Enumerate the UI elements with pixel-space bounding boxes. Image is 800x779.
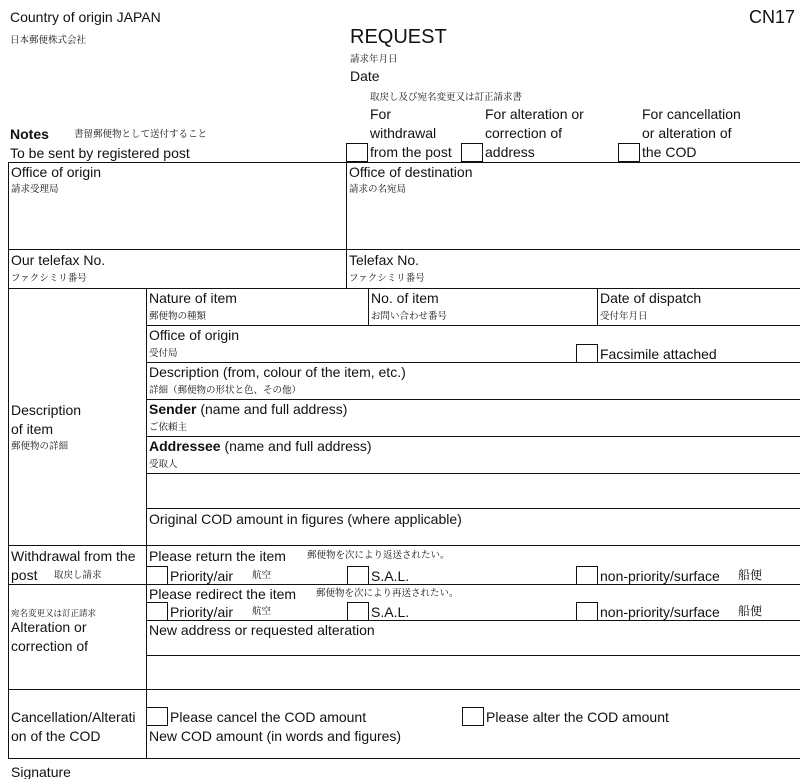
alteration-label-jp: 宛名変更又は訂正請求 bbox=[11, 609, 97, 619]
dispatch-date-jp: 受付年月日 bbox=[600, 311, 648, 322]
request-types-jp: 取戻し及び宛名変更又は訂正請求書 bbox=[370, 92, 523, 103]
cancel-cod-checkbox[interactable] bbox=[146, 707, 168, 726]
office-of-origin-label: Office of origin bbox=[11, 164, 102, 180]
alteration-priority-checkbox[interactable] bbox=[146, 602, 168, 621]
withdrawal-priority-jp: 航空 bbox=[252, 570, 272, 581]
signature-label: Signature bbox=[11, 764, 71, 779]
item-office-of-origin-jp: 受付局 bbox=[149, 348, 178, 359]
alter-cod-checkbox[interactable] bbox=[462, 707, 484, 726]
addressee-jp: 受取人 bbox=[149, 459, 178, 470]
cancellation-option-line1: For cancellation bbox=[642, 106, 741, 122]
row-divider bbox=[146, 655, 800, 656]
row-divider bbox=[8, 545, 800, 546]
office-of-destination-jp: 請求の名宛局 bbox=[349, 184, 407, 195]
our-telefax-jp: ファクシミリ番号 bbox=[11, 273, 87, 284]
withdrawal-surface-label: non-priority/surface bbox=[600, 568, 720, 584]
row-divider bbox=[8, 758, 800, 759]
left-border bbox=[8, 162, 9, 759]
addressee-label bbox=[149, 438, 372, 454]
description-label-line1: Description bbox=[11, 402, 82, 418]
telefax-jp: ファクシミリ番号 bbox=[349, 273, 425, 284]
company-name-jp: 日本郵便株式会社 bbox=[10, 35, 87, 46]
row-divider bbox=[8, 584, 800, 585]
country-of-origin: Country of origin JAPAN bbox=[10, 9, 161, 25]
row-divider bbox=[146, 508, 800, 509]
withdrawal-sal-label: S.A.L. bbox=[371, 568, 410, 584]
description-label-jp: 郵便物の詳細 bbox=[11, 441, 69, 452]
item-number-label: No. of item bbox=[371, 290, 439, 306]
original-cod-label: Original COD amount in figures (where applicable) bbox=[149, 511, 462, 527]
alteration-priority-label: Priority/air bbox=[170, 604, 234, 620]
dispatch-date-label: Date of dispatch bbox=[600, 290, 702, 306]
redirect-item-instruction: Please redirect the item bbox=[149, 586, 297, 602]
row-divider bbox=[146, 620, 800, 621]
row-divider bbox=[8, 689, 800, 690]
cancel-cod-label: Please cancel the COD amount bbox=[170, 709, 367, 725]
column-divider bbox=[346, 162, 347, 288]
alteration-surface-label: non-priority/surface bbox=[600, 604, 720, 620]
withdrawal-priority-checkbox[interactable] bbox=[146, 566, 168, 585]
row-divider bbox=[146, 436, 800, 437]
cancellation-option-line2: or alteration of bbox=[642, 125, 732, 141]
alteration-option-line2: correction of bbox=[485, 125, 563, 141]
notes-text: To be sent by registered post bbox=[10, 145, 190, 161]
nature-of-item-label: Nature of item bbox=[149, 290, 237, 306]
facsimile-checkbox[interactable] bbox=[576, 344, 598, 363]
sender-jp: ご依頼主 bbox=[149, 422, 188, 433]
office-of-origin-jp: 請求受理局 bbox=[11, 184, 59, 195]
alteration-label-line2: correction of bbox=[11, 638, 89, 654]
withdrawal-label-line1: Withdrawal from the bbox=[11, 548, 136, 564]
form-code: CN17 bbox=[749, 7, 796, 27]
alteration-checkbox[interactable] bbox=[461, 143, 483, 162]
withdrawal-label-jp: 取戻し請求 bbox=[54, 570, 102, 581]
notes-jp: 書留郵便物として送付すること bbox=[74, 129, 208, 140]
row-divider bbox=[8, 249, 800, 250]
office-of-destination-label: Office of destination bbox=[349, 164, 473, 180]
alteration-surface-checkbox[interactable] bbox=[576, 602, 598, 621]
sender-label-bold: Sender bbox=[149, 401, 197, 417]
sender-label-rest: (name and full address) bbox=[196, 401, 348, 417]
row-divider bbox=[146, 325, 800, 326]
withdrawal-surface-checkbox[interactable] bbox=[576, 566, 598, 585]
row-divider bbox=[146, 473, 800, 474]
item-office-of-origin-label: Office of origin bbox=[149, 327, 240, 343]
alter-cod-label: Please alter the COD amount bbox=[486, 709, 669, 725]
alteration-label-line1: Alteration or bbox=[11, 619, 87, 635]
cancellation-checkbox[interactable] bbox=[618, 143, 640, 162]
our-telefax-label: Our telefax No. bbox=[11, 252, 106, 268]
alteration-option-line3: address bbox=[485, 144, 535, 160]
alteration-option-line1: For alteration or bbox=[485, 106, 584, 122]
withdrawal-surface-jp: 船便 bbox=[738, 568, 763, 582]
row-divider bbox=[146, 399, 800, 400]
redirect-item-instruction-jp: 郵便物を次により再送されたい。 bbox=[316, 588, 459, 599]
row-divider bbox=[8, 288, 800, 289]
facsimile-label: Facsimile attached bbox=[600, 346, 717, 362]
alteration-surface-jp: 船便 bbox=[738, 604, 763, 618]
nature-of-item-jp: 郵便物の種類 bbox=[149, 311, 207, 322]
return-item-instruction-jp: 郵便物を次により返送されたい。 bbox=[307, 550, 450, 561]
withdrawal-priority-label: Priority/air bbox=[170, 568, 234, 584]
withdrawal-label-line2: post bbox=[11, 567, 38, 583]
date-label-jp: 請求年月日 bbox=[350, 54, 398, 65]
cod-label-line1: Cancellation/Alterati bbox=[11, 709, 136, 725]
cod-label-line2: on of the COD bbox=[11, 728, 101, 744]
row-divider bbox=[146, 362, 800, 363]
column-divider bbox=[597, 288, 598, 325]
withdrawal-sal-checkbox[interactable] bbox=[347, 566, 369, 585]
addressee-label-rest: (name and full address) bbox=[220, 438, 372, 454]
alteration-sal-label: S.A.L. bbox=[371, 604, 410, 620]
notes-label: Notes bbox=[10, 126, 49, 142]
withdrawal-option-line2: withdrawal bbox=[370, 125, 437, 141]
addressee-label-bold: Addressee bbox=[149, 438, 221, 454]
item-description-label: Description (from, colour of the item, etc.) bbox=[149, 364, 406, 380]
withdrawal-option-line1: For bbox=[370, 106, 391, 122]
date-label: Date bbox=[350, 68, 380, 84]
item-number-jp: お問い合わせ番号 bbox=[371, 311, 448, 322]
withdrawal-option-line3: from the post bbox=[370, 144, 452, 160]
cancellation-option-line3: the COD bbox=[642, 144, 697, 160]
new-cod-amount-label: New COD amount (in words and figures) bbox=[149, 728, 402, 744]
column-divider bbox=[368, 288, 369, 325]
alteration-sal-checkbox[interactable] bbox=[347, 602, 369, 621]
return-item-instruction: Please return the item bbox=[149, 548, 286, 564]
form-title: REQUEST bbox=[350, 26, 447, 48]
telefax-label: Telefax No. bbox=[349, 252, 420, 268]
new-address-label: New address or requested alteration bbox=[149, 622, 375, 638]
row-divider bbox=[8, 162, 800, 163]
sender-label bbox=[149, 401, 347, 417]
withdrawal-checkbox[interactable] bbox=[346, 143, 368, 162]
column-divider bbox=[146, 288, 147, 758]
item-description-jp: 詳細（郵便物の形状と色、その他） bbox=[149, 385, 302, 396]
description-label-line2: of item bbox=[11, 421, 54, 437]
alteration-priority-jp: 航空 bbox=[252, 606, 272, 617]
